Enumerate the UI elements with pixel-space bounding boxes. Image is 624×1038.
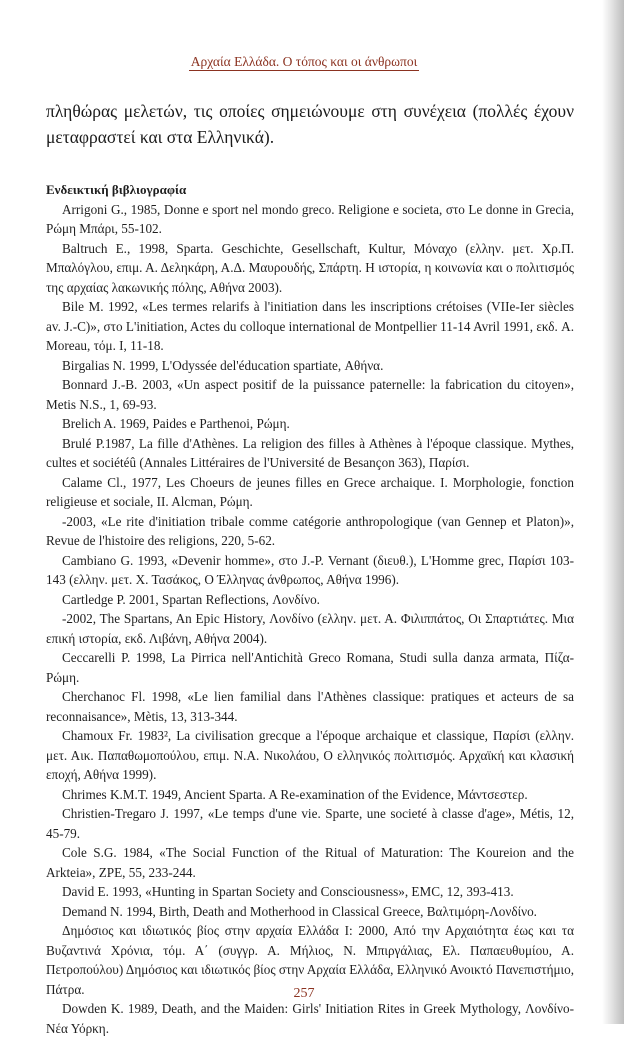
- running-title: Αρχαία Ελλάδα. Ο τόπος και οι άνθρωποι: [190, 54, 418, 69]
- bibliography-entry: -2002, The Spartans, An Epic History, Λονδίνο (ελλην. μετ. Α. Φιλιππάτος, Οι Σπαρτιάτες. Μια επική ιστορία, εκδ. Λιβάνη, Αθήνα 2004).: [46, 611, 574, 646]
- bibliography-entry: Bile M. 1992, «Les termes relarifs à l'initiation dans les inscriptions crétoises (VIIe-Ier siècles av. J.-C)», στο L'initiation, Actes du colloque international de Montpellier 11-14 Avril 1991, εκδ. A. Moreau, τόμ. I, 11-18.: [46, 299, 574, 353]
- bibliography-entry: Cole S.G. 1984, «The Social Function of the Ritual of Maturation: The Koureion and the Arkteia», ZPE, 55, 233-244.: [46, 845, 574, 880]
- bibliography-entry: Brelich A. 1969, Paides e Parthenoi, Ρώμη.: [62, 416, 290, 431]
- bibliography-entry: Christien-Tregaro J. 1997, «Le temps d'une vie. Sparte, une societé à classe d'age», Métis, 12, 45-79.: [46, 806, 574, 841]
- page-number: 257: [293, 986, 315, 1001]
- bibliography-entry: Brulé P.1987, La fille d'Athènes. La religion des filles à Athènes à l'époque classique. Mythes, cultes et sociétéû (Annales Littéraires de l'Université de Besançon 363), Παρίσι.: [46, 435, 574, 470]
- bibliography-entry: -2003, «Le rite d'initiation tribale comme catégorie anthropologique (van Gennep et Platon)», Revue de l'histoire des religions, 220, 5-62.: [46, 513, 574, 548]
- bibliography-entry: Birgalias N. 1999, L'Odyssée del'éducation spartiate, Αθήνα.: [62, 357, 384, 373]
- running-header: [0, 54, 608, 70]
- bibliography-entry: Bonnard J.-B. 2003, «Un aspect positif de la puissance paternelle: la fabrication du citoyen», Metis N.S., 1, 69-93.: [46, 377, 574, 412]
- bibliography-entry: Demand N. 1994, Birth, Death and Motherhood in Classical Greece, Βαλτιμόρη-Λονδίνο.: [62, 903, 537, 919]
- bibliography-entry: Arrigoni G., 1985, Donne e sport nel mondo greco. Religione e societa, στο Le donne in Grecia, Ρώμη Μπάρι, 55-102.: [46, 201, 574, 236]
- bibliography-entry: Δημόσιος και ιδιωτικός βίος στην αρχαία Ελλάδα Ι: 2000, Από την Αρχαιότητα έως και τα Βυζαντινά Χρόνια, τόμ. Α΄ (συγγρ. Α. Μήλιος, Ν. Μπιργάλιας, Ελ. Παπαευθυμίου, Α. Πετροπούλου) Δημόσιος και ιδιωτικός βίος στην Αρχαία Ελλάδα, Ελληνικό Ανοικτό Πανεπιστήμιο, Πάτρα.: [46, 923, 574, 997]
- bibliography-heading: Ενδεικτική βιβλιογραφία: [46, 182, 187, 197]
- bibliography-entry: Ceccarelli P. 1998, La Pirrica nell'Antichità Greco Romana, Studi sulla danza armata, Πίζα-Ρώμη.: [46, 650, 574, 685]
- bibliography-entry: Chamoux Fr. 1983², La civilisation grecque a l'époque archaique et classique, Παρίσι (ελλην. μετ. Αικ. Παπαθωμοπούλου, επιμ. Ν.Α. Νικολάου, Ο ελληνικός πολιτισμός. Αρχαϊκή και κλασική εποχή, Αθήνα 1999).: [46, 728, 574, 782]
- bibliography-entry: Cherchanoc Fl. 1998, «Le lien familial dans l'Athènes classique: pratiques et acteurs de sa reconnaisance», Mètis, 13, 313-344.: [46, 689, 574, 724]
- bibliography-entry: Baltruch E., 1998, Sparta. Geschichte, Gesellschaft, Kultur, Μόναχο (ελλην. μετ. Χρ.Π. Μπαλόγλου, επιμ. Α. Δεληκάρη, Α.Δ. Μαυρουδής, Σπάρτη. Η ιστορία, η κοινωνία και ο πολιτισμός της αρχαίας λακωνικής πόλης, Αθήνα 2003).: [46, 240, 574, 295]
- page-edge-shadow: [602, 0, 624, 1024]
- bibliography-entry: David E. 1993, «Hunting in Spartan Society and Consciousness», EMC, 12, 393-413.: [62, 884, 514, 899]
- intro-paragraph: πληθώρας μελετών, τις οποίες σημειώνουμε στη συνέχεια (πολλές έχουν μεταφραστεί και στα Ελληνικά).: [46, 101, 574, 147]
- bibliography-entry: Cambiano G. 1993, «Devenir homme», στο J.-P. Vernant (διευθ.), L'Homme grec, Παρίσι 103-143 (ελλην. μετ. Χ. Τασάκος, Ο Έλληνας άνθρωπος, Αθήνα 1996).: [46, 552, 574, 587]
- bibliography-entry: Chrimes K.M.T. 1949, Ancient Sparta. A Re-examination of the Evidence, Μάντσεστερ.: [62, 786, 528, 802]
- bibliography-entry: Dowden K. 1989, Death, and the Maiden: Girls' Initiation Rites in Greek Mythology, Λονδίνο- Νέα Υόρκη.: [46, 1001, 574, 1036]
- bibliography-entry: Cartledge P. 2001, Spartan Reflections, Λονδίνο.: [62, 591, 320, 607]
- bibliography-entry: Calame Cl., 1977, Les Choeurs de jeunes filles en Grece archaique. I. Morphologie, fonction religieuse et sociale, II. Alcman, Ρώμη.: [46, 474, 574, 509]
- bibliography-section: [46, 180, 574, 1038]
